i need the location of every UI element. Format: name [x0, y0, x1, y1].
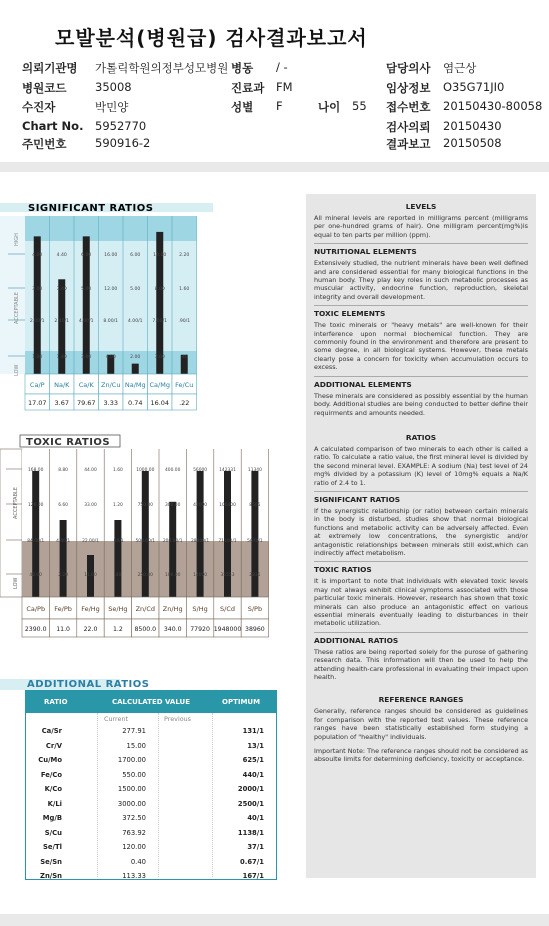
explanation-content: [314, 202, 528, 764]
tox-tick-label: 250.00: [137, 573, 153, 578]
ward-value: / -: [276, 60, 288, 74]
tox-col-value: 340.0: [163, 626, 182, 633]
tox-col-value: 38960: [245, 626, 265, 633]
request-value: 20150430: [443, 119, 502, 133]
reference-ranges-text: Generally, reference ranges should be considered as guidelines for comparison with the reported test values. These reference ranges have been statistically established form studying a population of "healthy" individuals.: [314, 707, 528, 741]
sig-bar: [132, 364, 139, 374]
sex-value: F: [276, 99, 283, 113]
sig-col-value: 0.74: [128, 399, 143, 407]
chart-label: Chart No.: [22, 119, 84, 133]
additional-ratios-heading: ADDITIONAL RATIOS: [314, 635, 399, 645]
rrn-label: 주민번호: [22, 137, 67, 151]
tox-col-label: Zn/Cd: [135, 605, 156, 613]
sig-col-label: Ca/Mg: [149, 381, 170, 389]
ratio-optimum: 0.67/1: [240, 857, 264, 866]
table-row: [26, 798, 276, 813]
tox-bar: [142, 471, 149, 597]
sig-col-label: Na/K: [54, 381, 70, 389]
age-label: 나이: [318, 100, 341, 114]
sig-col-value: .22: [179, 399, 190, 407]
ratio-optimum: 625/1: [242, 756, 264, 764]
sig-tick-label: 6.00: [81, 253, 92, 258]
ratio-optimum: 37/1: [247, 843, 264, 851]
institution-label: 의뢰기관명: [22, 61, 78, 75]
significant-ratios-text: If the synergistic relationship (or ratio) between certain minerals in the body is disturbed, studies show that normal biological functions and metabolic activity can be adversely affected. Even at extremely low concentrations, the synergistic and/or antagonistic relationships between minerals still exist,which can indirectly affect metabolism.: [314, 506, 528, 557]
sig-tick-label: 5.00: [81, 287, 92, 292]
col-ratio: RATIO: [44, 698, 68, 706]
ratio-optimum: 13/1: [247, 741, 264, 750]
table-row: [26, 870, 276, 885]
tox-tick-label: 142331: [219, 468, 236, 473]
chart-value: 5952770: [95, 119, 147, 133]
sig-col-value: 3.67: [54, 399, 69, 407]
toxic-elements-text: The toxic minerals or "heavy metals" are well-known for their interference upon normal biochemical function. They are commonly found in the environment and therefore are present to some degree, in all biological systems. However, these metals clearly pose a concern for toxicity when accumulation occurs to excess.: [314, 321, 528, 372]
sub-previous: Previous: [164, 715, 192, 723]
tox-tick-label: 168.00: [28, 468, 44, 473]
reference-ranges-heading: REFERENCE RANGES: [378, 695, 464, 705]
tox-col-value: 1.2: [112, 626, 123, 633]
tox-tick-label: 2835: [249, 573, 261, 578]
ward-label: 병동: [231, 61, 254, 75]
dept-value: FM: [276, 80, 293, 94]
tox-col-value: 8500.0: [134, 626, 157, 633]
ratio-current: 120.00: [122, 843, 146, 851]
important-note-text: Important Note: The reference ranges should not be considered as absoulte limits for determining deficiency, toxicity or acceptance.: [314, 747, 528, 764]
table-row: [26, 841, 276, 856]
zone-high-label: HIGH: [14, 233, 20, 246]
sig-tick-label: .90/1: [178, 319, 191, 324]
ratio-name: Cr/V: [45, 741, 62, 750]
ratio-name: Ca/Sr: [41, 727, 62, 735]
tox-tick-label: 71100/1: [218, 539, 237, 544]
tox-tick-label: 300.00: [165, 503, 181, 508]
ratio-current: 3000.00: [117, 799, 146, 808]
zone-low-label: LOW: [14, 364, 20, 376]
ratio-name: K/Li: [47, 799, 62, 808]
sig-tick-label: 4.00/1: [127, 319, 143, 324]
col-opt: OPTIMUM: [222, 698, 261, 706]
tox-tick-label: 22.00/1: [82, 539, 99, 544]
tox-tick-label: 106400: [219, 503, 236, 508]
additional-ratios-text: These ratios are being reported solely for the purose of gathering research data. This information will then be used to help the attending health-care professional in evaluating their impact upon health.: [314, 647, 528, 682]
sig-tick-label: 3.00: [81, 355, 92, 360]
col-calc: CALCULATED VALUE: [112, 698, 191, 706]
toxic-ratios-chart: [0, 434, 300, 672]
tox-axis-band: [0, 449, 22, 597]
tox-tick-label: 1.60: [113, 468, 123, 473]
sig-col-label: Ca/K: [78, 381, 94, 389]
addr-rows: [26, 725, 276, 885]
table-row: [26, 769, 276, 784]
tox-col-value: 1948000: [213, 626, 242, 633]
hospital-code-label: 병원코드: [22, 81, 67, 95]
tox-tick-label: 84.00/1: [27, 539, 45, 544]
sig-tick-label: 6.00: [130, 253, 141, 258]
table-row: [26, 856, 276, 871]
sig-tick-label: 8.00/1: [103, 319, 119, 324]
tox-tick-label: 11.00: [84, 573, 97, 578]
addr-title: ADDITIONAL RATIOS: [27, 679, 150, 690]
tox-bar: [224, 471, 231, 597]
ratio-optimum: 2500/1: [237, 799, 264, 808]
tox-bar: [112, 520, 124, 597]
ratio-current: 1500.00: [117, 785, 146, 793]
addr-subheader: [26, 713, 276, 725]
ratio-name: Se/Sn: [40, 857, 62, 866]
tox-tick-label: 33.00: [84, 503, 97, 508]
patient-label: 수진자: [22, 100, 56, 114]
tox-zone-acceptable-label: ACCEPTABLE: [13, 487, 19, 519]
sig-tick-label: .40: [180, 355, 188, 360]
tox-col-label: Se/Hg: [108, 605, 128, 613]
sig-tick-label: 3.00: [154, 355, 165, 360]
tox-tick-label: 100.00: [165, 573, 181, 578]
tox-col-label: S/Pb: [247, 605, 263, 613]
tox-tick-label: 200.00/1: [162, 539, 183, 544]
ratios-heading: RATIOS: [405, 432, 437, 442]
sig-tick-label: 2.20: [179, 253, 190, 258]
sig-col-value: 79.67: [76, 399, 96, 407]
tox-col-value: 2390.0: [24, 626, 47, 633]
ratio-optimum: 1138/1: [237, 828, 264, 837]
tox-tick-label: 4.40/1: [56, 539, 71, 544]
tox-tick-label: .40: [114, 573, 122, 578]
sig-col-value: 3.33: [103, 399, 118, 407]
sig-tick-label: 1.60: [179, 287, 190, 292]
tox-col-value: 11.0: [56, 626, 70, 633]
tox-tick-label: 8.80: [58, 468, 68, 473]
dept-label: 진료과: [231, 81, 265, 95]
table-row: [26, 827, 276, 842]
tox-tick-label: 1.20: [113, 503, 123, 508]
page-title: 모발분석(병원급) 검사결과보고서: [55, 26, 368, 50]
tox-tick-label: 35553: [220, 573, 235, 578]
tox-tick-label: 42000: [193, 503, 208, 508]
tox-tick-label: 1000.00: [136, 468, 155, 473]
institution-value: 가톨릭학원의정부성모병원: [95, 61, 229, 75]
sig-tick-label: 7.00/1: [152, 319, 168, 324]
tox-tick-label: 5670/1: [247, 539, 263, 544]
ratios-text: A calculated comparison of two minerals to each other is called a ratio. To calculate a ratio value, the first mineral level is divided by the second mineral level. EXAMPLE: A sodium (Na) test level of 24 mg% divided by a potassium (K) level of 10mg% equals a Na/K ratio of 2.4 to 1.: [314, 444, 528, 487]
tox-zone-low-label: LOW: [13, 577, 19, 589]
tox-tick-label: 44.00: [84, 468, 97, 473]
sig-tick-label: 16.00: [104, 253, 118, 258]
ratio-name: Se/Tl: [43, 843, 62, 851]
sig-title: SIGNIFICANT RATIOS: [28, 203, 154, 214]
sig-tick-label: 1.00: [32, 355, 43, 360]
significant-ratios-heading: SIGNIFICANT RATIOS: [314, 494, 401, 504]
doctor-value: 염근상: [443, 61, 477, 75]
nutritional-heading: NUTRITIONAL ELEMENTS: [314, 247, 417, 257]
ratio-name: Zn/Sn: [40, 872, 62, 880]
tox-col-label: S/Hg: [192, 605, 208, 613]
zone-acceptable-label: ACCEPTABLE: [14, 292, 20, 324]
sig-col-label: Fe/Cu: [175, 381, 194, 389]
col-sep-2: [158, 713, 159, 877]
receipt-value: 20150430-80058: [443, 99, 543, 113]
levels-text: All mineral levels are reported in milligrams percent (milligrams per one-hundred grams of hair). One milligram percent(mg%)is equal to ten parts per million (ppm).: [314, 214, 528, 239]
tox-tick-label: 14000: [193, 573, 208, 578]
toxic-ratios-text: It is important to note that individuals with elevated toxic levels may not always exhibit clinical symptoms associated with those particular toxic minerals. However, research has shown that toxic minerals can also produce an antagonistic effect on various essential minerals eventually leading to disturbances in their metabolic utilization.: [314, 577, 528, 628]
ratio-optimum: 167/1: [242, 872, 264, 880]
additional-elements-text: These minerals are considered as possibly essential by the human body. Additional studies are being conducted to better define their requirments and amounts needed.: [314, 391, 528, 417]
ratio-current: 15.00: [126, 741, 146, 750]
additional-ratios-table: [25, 690, 277, 880]
ratio-name: K/Co: [44, 785, 62, 793]
tox-tick-label: 8505: [249, 503, 261, 508]
sig-tick-label: 2.00/1: [29, 319, 45, 324]
sig-tick-label: 8.00: [154, 287, 165, 292]
divider-band: [0, 162, 549, 172]
ratio-name: Mg/B: [42, 814, 62, 822]
table-row: [26, 754, 276, 769]
toxic-elements-heading: TOXIC ELEMENTS: [314, 309, 386, 319]
ratio-optimum: 440/1: [242, 770, 264, 779]
sig-col-label: Na/Mg: [124, 381, 146, 389]
tox-tick-label: 11340: [247, 468, 262, 473]
tox-tick-label: 42.00: [29, 573, 42, 578]
col-sep-1: [97, 713, 98, 877]
significant-ratios-chart: [0, 198, 300, 416]
sig-tick-label: 10.00: [153, 253, 167, 258]
sig-tick-label: 2.00: [130, 355, 141, 360]
sig-tick-label: 2.40/1: [54, 319, 70, 324]
toxic-ratios-heading: TOXIC RATIOS: [314, 565, 372, 575]
tox-col-label: Fe/Hg: [81, 605, 100, 613]
ratio-name: Fe/Co: [40, 770, 62, 779]
tox-tick-label: 6.60: [58, 503, 68, 508]
ratio-current: 0.40: [130, 857, 146, 866]
footer-band: [0, 914, 549, 926]
table-row: [26, 812, 276, 827]
tox-col-label: Ca/Pb: [26, 605, 46, 613]
sig-tick-label: 4.40: [56, 253, 67, 258]
sex-label: 성별: [231, 100, 254, 114]
tox-bar: [60, 520, 67, 597]
sig-tick-label: 4.00: [105, 355, 116, 360]
doctor-label: 담당의사: [386, 61, 431, 75]
tox-tick-label: .80/1: [112, 539, 124, 544]
tox-col-label: Zn/Hg: [162, 605, 183, 613]
addr-header: [26, 691, 276, 713]
age-value: 55: [352, 99, 367, 113]
table-row: [26, 740, 276, 755]
clinical-label: 임상정보: [386, 81, 431, 95]
report-label: 결과보고: [386, 137, 431, 151]
col-sep-3: [212, 713, 213, 877]
sig-tick-label: 3.00: [32, 287, 43, 292]
tox-tick-label: 126.00: [28, 503, 44, 508]
sig-tick-label: 4.00/1: [78, 319, 94, 324]
sig-col-value: 17.07: [27, 399, 47, 407]
ratio-current: 113.33: [122, 872, 146, 880]
tox-col-value: 77920: [190, 626, 210, 633]
nutritional-text: Extensively studied, the nutrient minerals have been well defined and are considered essential for many biological functions in the human body. They play key roles in such metabolic processes as muscular activity, endocrine function, reproduction, skeletal integrity and overall development.: [314, 259, 528, 301]
sig-tick-label: 5.00: [130, 287, 141, 292]
sig-tick-label: 3.40: [56, 287, 67, 292]
sub-current: Current: [104, 715, 129, 723]
tox-tick-label: 500.00/1: [135, 539, 156, 544]
ratio-current: 372.50: [122, 814, 146, 822]
explanation-panel: [306, 194, 536, 878]
sig-axis-band: [0, 216, 25, 374]
additional-elements-heading: ADDITIONAL ELEMENTS: [314, 379, 412, 389]
ratio-name: Cu/Mo: [38, 756, 62, 764]
tox-bar: [197, 471, 204, 597]
sig-tick-label: 4.00: [32, 253, 43, 258]
tox-tick-label: 750.00: [137, 503, 153, 508]
hospital-code-value: 35008: [95, 80, 132, 94]
patient-value: 박민양: [95, 100, 129, 114]
sig-tick-label: 12.00: [104, 287, 118, 292]
tox-bar: [169, 502, 176, 597]
request-label: 검사의뢰: [386, 120, 431, 134]
report-value: 20150508: [443, 136, 502, 150]
sig-col-label: Ca/P: [29, 381, 45, 389]
tox-tick-label: 2.20: [58, 573, 68, 578]
tox-col-label: Fe/Pb: [54, 605, 72, 613]
tox-tick-label: 400.00: [165, 468, 181, 473]
tox-bar: [32, 471, 39, 597]
levels-heading: LEVELS: [405, 202, 437, 211]
tox-col-value: 22.0: [83, 626, 98, 633]
sig-col-label: Zn/Cu: [101, 381, 121, 389]
ratio-optimum: 40/1: [247, 814, 264, 822]
table-row: [26, 783, 276, 798]
sig-tick-label: 1.40: [56, 355, 67, 360]
rrn-value: 590916-2: [95, 136, 151, 150]
tox-tick-label: 56000: [193, 468, 208, 473]
tox-tick-label: 28000/1: [190, 539, 210, 544]
ratio-optimum: 2000/1: [237, 785, 264, 793]
table-row: [26, 725, 276, 740]
clinical-value: O35G71JI0: [443, 80, 505, 94]
ratio-name: S/Cu: [44, 828, 62, 837]
tox-col-label: S/Cd: [220, 605, 235, 613]
ratio-current: 277.91: [122, 727, 146, 735]
ratio-current: 550.00: [122, 770, 146, 779]
tox-title: TOXIC RATIOS: [26, 437, 111, 448]
sig-col-value: 16.04: [150, 399, 170, 407]
ratio-optimum: 131/1: [242, 727, 264, 735]
ratio-current: 1700.00: [117, 756, 146, 764]
ratio-current: 763.92: [122, 828, 146, 837]
receipt-label: 접수번호: [386, 100, 431, 114]
